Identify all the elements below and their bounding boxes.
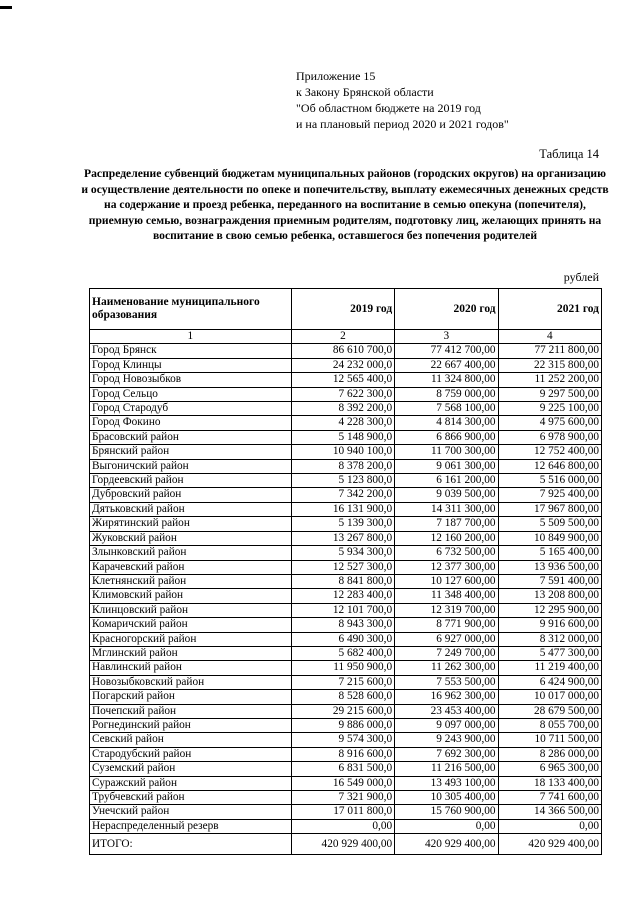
value-2019-cell: 6 831 500,0 (291, 762, 394, 776)
table-row (90, 632, 602, 646)
scan-mark (0, 6, 12, 9)
value-2021-cell: 9 225 100,00 (498, 402, 601, 416)
municipality-cell: Город Стародуб (90, 402, 292, 416)
value-2020-cell: 6 866 900,00 (395, 430, 498, 444)
value-2021-cell: 12 295 900,00 (498, 603, 601, 617)
value-2020-cell: 7 249 700,00 (395, 646, 498, 660)
total-row (90, 834, 602, 855)
value-2020-cell: 12 377 300,00 (395, 560, 498, 574)
table-row (90, 589, 602, 603)
value-2021-cell: 77 211 800,00 (498, 344, 601, 358)
table-row (90, 430, 602, 444)
table-row (90, 502, 602, 516)
municipality-cell: Суражский район (90, 776, 292, 790)
municipality-cell: Город Брянск (90, 344, 292, 358)
value-2019-cell: 9 886 000,0 (291, 718, 394, 732)
value-2021-cell: 7 591 400,00 (498, 574, 601, 588)
value-2019-cell: 7 342 200,0 (291, 488, 394, 502)
municipality-cell: Климовский район (90, 589, 292, 603)
value-2021-cell: 7 925 400,00 (498, 488, 601, 502)
value-2021-cell: 9 297 500,00 (498, 387, 601, 401)
municipality-cell: Гордеевский район (90, 474, 292, 488)
value-2021-cell: 14 366 500,00 (498, 805, 601, 819)
municipality-cell: Севский район (90, 733, 292, 747)
table-row (90, 344, 602, 358)
header-row (90, 289, 602, 330)
value-2019-cell: 11 950 900,0 (291, 661, 394, 675)
column-index: 2 (291, 330, 394, 344)
table-row (90, 474, 602, 488)
value-2019-cell: 8 392 200,0 (291, 402, 394, 416)
appendix-line-2: к Закону Брянской области (296, 85, 434, 99)
value-2021-cell: 10 017 000,00 (498, 690, 601, 704)
value-2021-cell: 28 679 500,00 (498, 704, 601, 718)
value-2020-cell: 8 759 000,00 (395, 387, 498, 401)
table-row (90, 805, 602, 819)
value-2020-cell: 9 061 300,00 (395, 459, 498, 473)
value-2019-cell: 4 228 300,0 (291, 416, 394, 430)
value-2019-cell: 10 940 100,0 (291, 445, 394, 459)
value-2021-cell: 13 936 500,00 (498, 560, 601, 574)
table-row (90, 733, 602, 747)
value-2020-cell: 7 187 700,00 (395, 517, 498, 531)
value-2021-cell: 13 208 800,00 (498, 589, 601, 603)
table-row (90, 718, 602, 732)
value-2019-cell: 7 321 900,0 (291, 791, 394, 805)
value-2021-cell: 17 967 800,00 (498, 502, 601, 516)
value-2020-cell: 77 412 700,00 (395, 344, 498, 358)
value-2019-cell: 0,00 (291, 819, 394, 833)
municipality-cell: Мглинский район (90, 646, 292, 660)
value-2020-cell: 12 319 700,00 (395, 603, 498, 617)
header-municipality: Наименование муниципального образования (90, 289, 292, 330)
subsidy-table (89, 288, 602, 855)
value-2020-cell: 11 262 300,00 (395, 661, 498, 675)
value-2019-cell: 12 565 400,0 (291, 373, 394, 387)
value-2021-cell: 6 424 900,00 (498, 675, 601, 689)
municipality-cell: Нераспределенный резерв (90, 819, 292, 833)
municipality-cell: Унечский район (90, 805, 292, 819)
value-2021-cell: 5 165 400,00 (498, 546, 601, 560)
table-row (90, 762, 602, 776)
value-2019-cell: 7 215 600,0 (291, 675, 394, 689)
value-2020-cell: 7 692 300,00 (395, 747, 498, 761)
value-2020-cell: 14 311 300,00 (395, 502, 498, 516)
value-2021-cell: 11 219 400,00 (498, 661, 601, 675)
value-2021-cell: 10 849 900,00 (498, 531, 601, 545)
table-row (90, 531, 602, 545)
municipality-cell: Карачевский район (90, 560, 292, 574)
municipality-cell: Клетнянский район (90, 574, 292, 588)
header-2019: 2019 год (291, 289, 394, 330)
table-row (90, 387, 602, 401)
municipality-cell: Навлинский район (90, 661, 292, 675)
table-row (90, 373, 602, 387)
table-row (90, 618, 602, 632)
value-2019-cell: 5 139 300,0 (291, 517, 394, 531)
value-2020-cell: 9 243 900,00 (395, 733, 498, 747)
table-row (90, 704, 602, 718)
value-2020-cell: 4 814 300,00 (395, 416, 498, 430)
total-label: ИТОГО: (90, 834, 292, 855)
value-2021-cell: 0,00 (498, 819, 601, 833)
total-2021: 420 929 400,00 (498, 834, 601, 855)
value-2020-cell: 10 127 600,00 (395, 574, 498, 588)
column-index: 3 (395, 330, 498, 344)
municipality-cell: Брянский район (90, 445, 292, 459)
appendix-line-3: "Об областном бюджете на 2019 год (296, 101, 481, 115)
value-2021-cell: 6 978 900,00 (498, 430, 601, 444)
table-row (90, 819, 602, 833)
table-row (90, 776, 602, 790)
table-row (90, 646, 602, 660)
value-2020-cell: 6 161 200,00 (395, 474, 498, 488)
value-2020-cell: 11 348 400,00 (395, 589, 498, 603)
value-2021-cell: 11 252 200,00 (498, 373, 601, 387)
value-2021-cell: 8 286 000,00 (498, 747, 601, 761)
header-2020: 2020 год (395, 289, 498, 330)
value-2020-cell: 12 160 200,00 (395, 531, 498, 545)
table-number: Таблица 14 (539, 147, 599, 161)
table-row (90, 690, 602, 704)
municipality-cell: Клинцовский район (90, 603, 292, 617)
value-2019-cell: 12 283 400,0 (291, 589, 394, 603)
value-2021-cell: 18 133 400,00 (498, 776, 601, 790)
value-2019-cell: 13 267 800,0 (291, 531, 394, 545)
value-2020-cell: 8 771 900,00 (395, 618, 498, 632)
appendix-line-1: Приложение 15 (296, 69, 376, 83)
value-2019-cell: 12 101 700,0 (291, 603, 394, 617)
value-2019-cell: 12 527 300,0 (291, 560, 394, 574)
value-2019-cell: 5 148 900,0 (291, 430, 394, 444)
value-2020-cell: 10 305 400,00 (395, 791, 498, 805)
column-index: 4 (498, 330, 601, 344)
document-title: Распределение субвенций бюджетам муниципальных районов (городских округов) на организацию и осуществление деятельности по опеке и попечительству, выплату ежемесячных денежных средств на содержание и проезд ребенка, переданного на воспитание в семью опекуна (попечителя), приемную семью, вознаграждения приемным родителям, подготовку лиц, желающих принять на воспитание в свою семью ребенка, оставшегося без попечения родителей (81, 167, 609, 242)
value-2019-cell: 24 232 000,0 (291, 358, 394, 372)
value-2020-cell: 9 039 500,00 (395, 488, 498, 502)
value-2021-cell: 8 312 000,00 (498, 632, 601, 646)
value-2021-cell: 7 741 600,00 (498, 791, 601, 805)
value-2019-cell: 6 490 300,0 (291, 632, 394, 646)
value-2019-cell: 5 934 300,0 (291, 546, 394, 560)
municipality-cell: Город Новозыбков (90, 373, 292, 387)
value-2019-cell: 29 215 600,0 (291, 704, 394, 718)
municipality-cell: Выгоничский район (90, 459, 292, 473)
municipality-cell: Почепский район (90, 704, 292, 718)
municipality-cell: Жуковский район (90, 531, 292, 545)
municipality-cell: Брасовский район (90, 430, 292, 444)
table-row (90, 661, 602, 675)
municipality-cell: Комаричский район (90, 618, 292, 632)
table-row (90, 791, 602, 805)
appendix-line-4: и на плановый период 2020 и 2021 годов" (296, 117, 509, 131)
value-2021-cell: 5 509 500,00 (498, 517, 601, 531)
value-2020-cell: 11 700 300,00 (395, 445, 498, 459)
table-row (90, 574, 602, 588)
table-row (90, 402, 602, 416)
municipality-cell: Новозыбковский район (90, 675, 292, 689)
value-2019-cell: 9 574 300,0 (291, 733, 394, 747)
value-2020-cell: 13 493 100,00 (395, 776, 498, 790)
value-2021-cell: 12 646 800,00 (498, 459, 601, 473)
total-2019: 420 929 400,00 (291, 834, 394, 855)
header-2021: 2021 год (498, 289, 601, 330)
value-2021-cell: 22 315 800,00 (498, 358, 601, 372)
table-row (90, 416, 602, 430)
municipality-cell: Город Фокино (90, 416, 292, 430)
municipality-cell: Рогнединский район (90, 718, 292, 732)
value-2020-cell: 16 962 300,00 (395, 690, 498, 704)
value-2020-cell: 7 568 100,00 (395, 402, 498, 416)
value-2019-cell: 8 528 600,0 (291, 690, 394, 704)
table-body (90, 344, 602, 834)
municipality-cell: Дятьковский район (90, 502, 292, 516)
table-row (90, 517, 602, 531)
value-2019-cell: 5 682 400,0 (291, 646, 394, 660)
table-row (90, 675, 602, 689)
column-index: 1 (90, 330, 292, 344)
municipality-cell: Дубровский район (90, 488, 292, 502)
value-2019-cell: 16 549 000,0 (291, 776, 394, 790)
value-2021-cell: 4 975 600,00 (498, 416, 601, 430)
table-row (90, 603, 602, 617)
table-row (90, 546, 602, 560)
value-2021-cell: 9 916 600,00 (498, 618, 601, 632)
value-2020-cell: 7 553 500,00 (395, 675, 498, 689)
value-2019-cell: 5 123 800,0 (291, 474, 394, 488)
value-2020-cell: 6 732 500,00 (395, 546, 498, 560)
total-2020: 420 929 400,00 (395, 834, 498, 855)
municipality-cell: Погарский район (90, 690, 292, 704)
table-row (90, 488, 602, 502)
value-2020-cell: 23 453 400,00 (395, 704, 498, 718)
table-row (90, 445, 602, 459)
municipality-cell: Стародубский район (90, 747, 292, 761)
municipality-cell: Город Клинцы (90, 358, 292, 372)
municipality-cell: Город Сельцо (90, 387, 292, 401)
value-2021-cell: 12 752 400,00 (498, 445, 601, 459)
table-row (90, 560, 602, 574)
municipality-cell: Суземский район (90, 762, 292, 776)
value-2019-cell: 8 943 300,0 (291, 618, 394, 632)
value-2021-cell: 10 711 500,00 (498, 733, 601, 747)
value-2021-cell: 6 965 300,00 (498, 762, 601, 776)
municipality-cell: Красногорский район (90, 632, 292, 646)
value-2020-cell: 11 216 500,00 (395, 762, 498, 776)
table-row (90, 459, 602, 473)
value-2019-cell: 8 916 600,0 (291, 747, 394, 761)
value-2021-cell: 8 055 700,00 (498, 718, 601, 732)
value-2019-cell: 7 622 300,0 (291, 387, 394, 401)
value-2020-cell: 22 667 400,00 (395, 358, 498, 372)
value-2020-cell: 15 760 900,00 (395, 805, 498, 819)
value-2019-cell: 86 610 700,0 (291, 344, 394, 358)
value-2019-cell: 8 378 200,0 (291, 459, 394, 473)
value-2019-cell: 8 841 800,0 (291, 574, 394, 588)
column-index-row (90, 330, 602, 344)
value-2020-cell: 9 097 000,00 (395, 718, 498, 732)
value-2019-cell: 17 011 800,0 (291, 805, 394, 819)
municipality-cell: Жирятинский район (90, 517, 292, 531)
value-2020-cell: 0,00 (395, 819, 498, 833)
municipality-cell: Трубчевский район (90, 791, 292, 805)
units-label: рублей (563, 270, 599, 284)
value-2021-cell: 5 477 300,00 (498, 646, 601, 660)
value-2021-cell: 5 516 000,00 (498, 474, 601, 488)
table-row (90, 747, 602, 761)
appendix-block (296, 68, 509, 132)
value-2020-cell: 11 324 800,00 (395, 373, 498, 387)
value-2020-cell: 6 927 000,00 (395, 632, 498, 646)
table-row (90, 358, 602, 372)
value-2019-cell: 16 131 900,0 (291, 502, 394, 516)
municipality-cell: Злынковский район (90, 546, 292, 560)
